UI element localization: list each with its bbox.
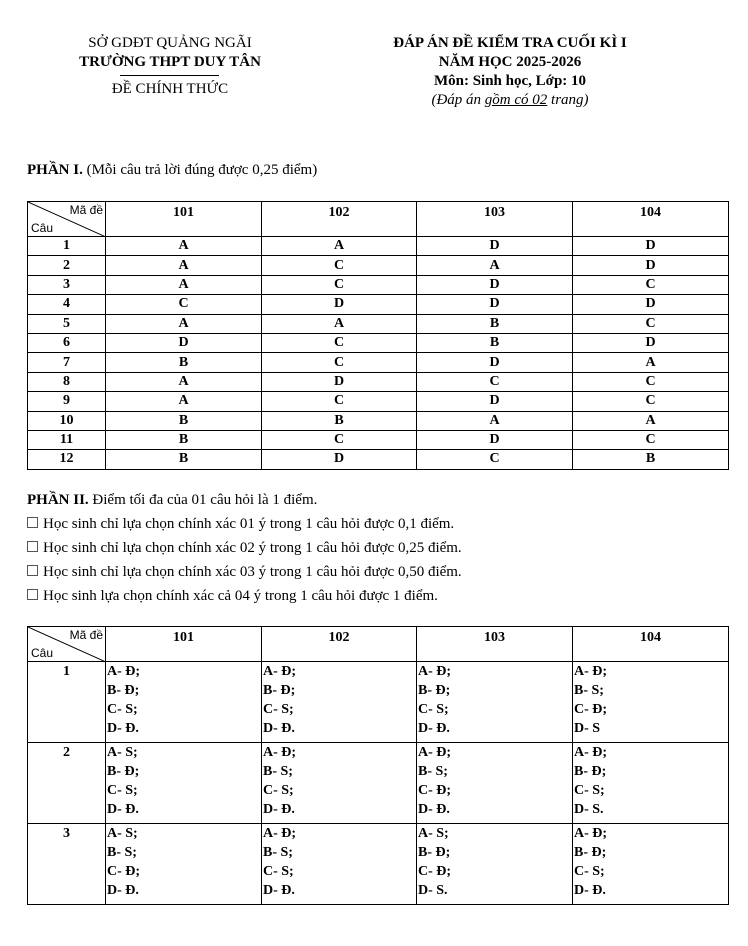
answer-cell: C	[262, 353, 417, 372]
statement-answer: C- S;	[107, 702, 138, 717]
answer-cell: A	[262, 237, 417, 256]
exam-title: ĐÁP ÁN ĐỀ KIỂM TRA CUỐI KÌ I	[393, 35, 627, 51]
answer-cell	[106, 662, 262, 743]
code-header: 102	[262, 627, 417, 662]
table-row	[28, 353, 729, 372]
answer-cell: A	[573, 353, 729, 372]
answer-cell: A	[106, 314, 262, 333]
statement-answer: A- Đ;	[574, 826, 608, 841]
answer-cell: D	[417, 295, 573, 314]
answer-cell: A	[106, 237, 262, 256]
checkbox-icon	[27, 589, 38, 600]
answer-cell: C	[262, 275, 417, 294]
statement-answer: A- Đ;	[107, 664, 141, 679]
part2-heading	[27, 488, 727, 512]
question-number: 3	[28, 275, 106, 294]
statement-answer: B- Đ;	[107, 764, 140, 779]
answer-cell: C	[262, 392, 417, 411]
answer-cell: A	[417, 411, 573, 430]
answer-cell	[106, 824, 262, 905]
table-row	[28, 333, 729, 352]
answer-cell: A	[417, 256, 573, 275]
exam-header	[360, 34, 660, 110]
question-number: 1	[28, 237, 106, 256]
answer-cell: A	[106, 275, 262, 294]
scoring-rule: Học sinh chỉ lựa chọn chính xác 03 ý trong 1 câu hỏi được 0,50 điểm.	[27, 560, 727, 584]
statement-answer: B- Đ;	[574, 845, 607, 860]
part2-answer-table	[27, 626, 729, 905]
code-header: 103	[417, 627, 573, 662]
answer-cell	[262, 824, 417, 905]
answer-cell: C	[573, 430, 729, 449]
question-number: 1	[28, 662, 106, 743]
answer-cell: C	[417, 372, 573, 391]
answer-cell: C	[573, 372, 729, 391]
header-divider	[120, 75, 219, 76]
statement-answer: B- S;	[107, 845, 137, 860]
scoring-rule: Học sinh lựa chọn chính xác cả 04 ý trong 1 câu hỏi được 1 điểm.	[27, 584, 727, 608]
answer-cell: A	[106, 256, 262, 275]
table-row	[28, 824, 729, 905]
code-label: Mã đề	[69, 628, 103, 642]
statement-answer: A- Đ;	[574, 664, 608, 679]
part2-note: Điểm tối đa của 01 câu hỏi là 1 điểm.	[88, 492, 318, 508]
table-row	[28, 275, 729, 294]
statement-answer: C- S;	[263, 864, 294, 879]
statement-answer: B- S;	[263, 845, 293, 860]
corner-cell	[28, 627, 106, 662]
answer-cell: C	[262, 430, 417, 449]
answer-cell: B	[106, 450, 262, 469]
statement-answer: A- S;	[107, 826, 138, 841]
answer-cell: D	[417, 392, 573, 411]
statement-answer: C- Đ;	[574, 702, 608, 717]
table-row	[28, 237, 729, 256]
answer-cell: C	[262, 256, 417, 275]
official-label: ĐỀ CHÍNH THỨC	[111, 81, 229, 97]
answer-cell: D	[417, 275, 573, 294]
scoring-rule: Học sinh chỉ lựa chọn chính xác 02 ý trong 1 câu hỏi được 0,25 điểm.	[27, 536, 727, 560]
school-year: NĂM HỌC 2025-2026	[438, 54, 582, 70]
corner-cell	[28, 202, 106, 237]
answer-cell: C	[573, 275, 729, 294]
table-row	[28, 372, 729, 391]
statement-answer: B- S;	[263, 764, 293, 779]
answer-cell: A	[106, 372, 262, 391]
question-number: 3	[28, 824, 106, 905]
answer-cell: D	[573, 237, 729, 256]
table-row	[28, 392, 729, 411]
part1-header-row	[28, 202, 729, 237]
statement-answer: D- S.	[418, 883, 448, 898]
statement-answer: D- Đ.	[107, 721, 139, 736]
table-row	[28, 411, 729, 430]
code-label: Mã đề	[69, 203, 103, 217]
scoring-rule: Học sinh chỉ lựa chọn chính xác 01 ý trong 1 câu hỏi được 0,1 điểm.	[27, 512, 727, 536]
answer-cell	[573, 662, 729, 743]
answer-cell: B	[106, 430, 262, 449]
checkbox-icon	[27, 517, 38, 528]
statement-answer: B- Đ;	[263, 683, 296, 698]
code-header: 104	[573, 202, 729, 237]
question-number: 2	[28, 743, 106, 824]
statement-answer: C- S;	[418, 702, 449, 717]
table-row	[28, 256, 729, 275]
code-header: 101	[106, 202, 262, 237]
statement-answer: D- Đ.	[107, 802, 139, 817]
code-header: 101	[106, 627, 262, 662]
answer-cell	[262, 662, 417, 743]
statement-answer: B- Đ;	[107, 683, 140, 698]
answer-cell: D	[417, 237, 573, 256]
table-row	[28, 743, 729, 824]
answer-cell: B	[573, 450, 729, 469]
table-row	[28, 314, 729, 333]
statement-answer: A- S;	[418, 826, 449, 841]
statement-answer: A- Đ;	[263, 826, 297, 841]
part2-rows	[28, 662, 729, 905]
statement-answer: A- Đ;	[263, 745, 297, 760]
table-row	[28, 662, 729, 743]
answer-cell: C	[417, 450, 573, 469]
answer-cell	[417, 743, 573, 824]
answer-cell: D	[262, 295, 417, 314]
answer-cell: D	[573, 256, 729, 275]
table-row	[28, 430, 729, 449]
statement-answer: C- Đ;	[107, 864, 141, 879]
statement-answer: B- S;	[574, 683, 604, 698]
statement-answer: B- Đ;	[418, 683, 451, 698]
question-number: 2	[28, 256, 106, 275]
question-number: 4	[28, 295, 106, 314]
answer-cell: A	[573, 411, 729, 430]
page-count-note: (Đáp án gồm có 02 trang)	[431, 92, 589, 108]
statement-answer: C- S;	[574, 783, 605, 798]
question-number: 6	[28, 333, 106, 352]
part1-answer-table	[27, 201, 729, 470]
table-row	[28, 450, 729, 469]
checkbox-icon	[27, 565, 38, 576]
answer-cell: A	[106, 392, 262, 411]
statement-answer: B- S;	[418, 764, 448, 779]
statement-answer: D- S	[574, 721, 601, 736]
answer-cell	[573, 743, 729, 824]
table-row	[28, 295, 729, 314]
question-number: 11	[28, 430, 106, 449]
statement-answer: A- Đ;	[418, 664, 452, 679]
statement-answer: C- Đ;	[418, 864, 452, 879]
statement-answer: D- Đ.	[263, 802, 295, 817]
answer-cell: B	[106, 353, 262, 372]
question-number: 8	[28, 372, 106, 391]
answer-cell	[417, 824, 573, 905]
answer-cell: D	[262, 372, 417, 391]
code-header: 103	[417, 202, 573, 237]
statement-answer: A- Đ;	[263, 664, 297, 679]
statement-answer: C- S;	[107, 783, 138, 798]
statement-answer: C- S;	[263, 783, 294, 798]
answer-cell: C	[573, 392, 729, 411]
answer-cell	[417, 662, 573, 743]
answer-cell: B	[417, 333, 573, 352]
question-number: 12	[28, 450, 106, 469]
statement-answer: A- S;	[107, 745, 138, 760]
part1-note: (Mỗi câu trả lời đúng được 0,25 điểm)	[82, 162, 318, 178]
statement-answer: D- Đ.	[574, 883, 606, 898]
question-number: 5	[28, 314, 106, 333]
statement-answer: D- Đ.	[107, 883, 139, 898]
question-label: Câu	[31, 221, 54, 235]
question-number: 7	[28, 353, 106, 372]
answer-cell: C	[573, 314, 729, 333]
answer-cell	[262, 743, 417, 824]
answer-cell: D	[262, 450, 417, 469]
question-number: 9	[28, 392, 106, 411]
answer-cell	[106, 743, 262, 824]
code-header: 104	[573, 627, 729, 662]
part2-header-row	[28, 627, 729, 662]
part1-title: PHẦN I.	[27, 162, 83, 178]
school-name: TRƯỜNG THPT DUY TÂN	[79, 54, 261, 70]
question-number: 10	[28, 411, 106, 430]
statement-answer: C- S;	[263, 702, 294, 717]
answer-cell: C	[106, 295, 262, 314]
statement-answer: D- Đ.	[418, 721, 450, 736]
statement-answer: C- S;	[574, 864, 605, 879]
question-label: Câu	[31, 646, 54, 660]
part2-title: PHẦN II.	[27, 492, 89, 508]
statement-answer: B- Đ;	[574, 764, 607, 779]
statement-answer: D- S.	[574, 802, 604, 817]
part1-rows	[28, 237, 729, 470]
part1-heading	[27, 162, 317, 179]
answer-cell: B	[262, 411, 417, 430]
statement-answer: A- Đ;	[418, 745, 452, 760]
statement-answer: D- Đ.	[418, 802, 450, 817]
statement-answer: A- Đ;	[574, 745, 608, 760]
answer-cell: D	[417, 353, 573, 372]
school-header	[40, 34, 300, 99]
answer-cell: B	[106, 411, 262, 430]
answer-cell	[573, 824, 729, 905]
checkbox-icon	[27, 541, 38, 552]
statement-answer: B- Đ;	[418, 845, 451, 860]
department-name: SỞ GDĐT QUẢNG NGÃI	[88, 35, 252, 51]
answer-cell: D	[106, 333, 262, 352]
answer-cell: D	[573, 333, 729, 352]
statement-answer: D- Đ.	[263, 721, 295, 736]
answer-cell: D	[573, 295, 729, 314]
answer-cell: D	[417, 430, 573, 449]
part2-section	[27, 488, 727, 608]
subject-grade: Môn: Sinh học, Lớp: 10	[433, 73, 587, 89]
answer-cell: B	[417, 314, 573, 333]
answer-cell: A	[262, 314, 417, 333]
statement-answer: C- Đ;	[418, 783, 452, 798]
answer-cell: C	[262, 333, 417, 352]
statement-answer: D- Đ.	[263, 883, 295, 898]
code-header: 102	[262, 202, 417, 237]
